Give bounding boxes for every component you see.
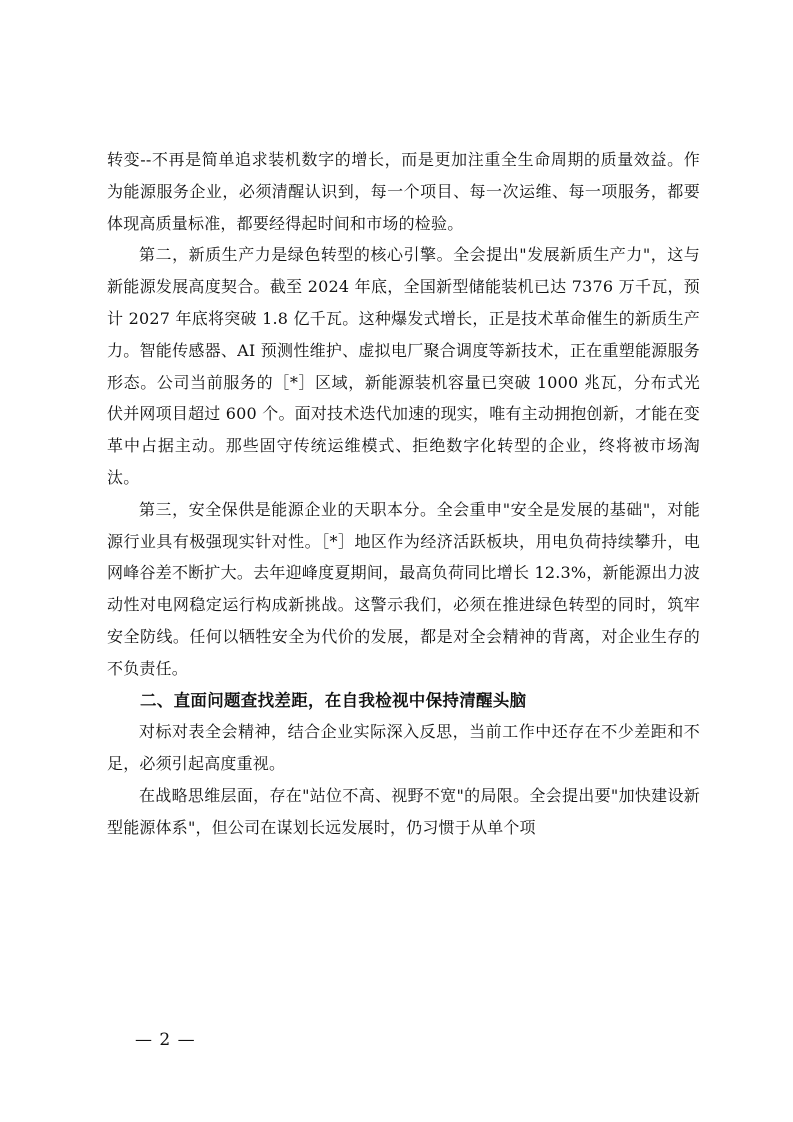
paragraph-2: 第二，新质生产力是绿色转型的核心引擎。全会提出"发展新质生产力"，这与新能源发展高度契合。截至 2024 年底，全国新型储能装机已达 7376 万千瓦，预计 2027 年底将突破 1.8 亿千瓦。这种爆发式增长，正是技术革命催生的新质生产力。智能传感器、AI 预测性维护、虚拟电厂聚合调度等新技术，正在重塑能源服务形态。公司当前服务的［*］区域，新能源装机容量已突破 1000 兆瓦，分布式光伏并网项目超过 600 个。面对技术迭代加速的现实，唯有主动拥抱创新，才能在变革中占据主动。那些固守传统运维模式、拒绝数字化转型的企业，终将被市场淘汰。 [107, 245, 700, 487]
paragraph-5: 在战略思维层面，存在"站位不高、视野不宽"的局限。全会提出要"加快建设新型能源体系"，但公司在谋划长远发展时，仍习惯于从单个项 [107, 785, 700, 837]
paragraph-3: 第三，安全保供是能源企业的天职本分。全会重申"安全是发展的基础"，对能源行业具有极强现实针对性。［*］地区作为经济活跃板块，用电负荷持续攀升，电网峰谷差不断扩大。去年迎峰度夏期间，最高负荷同比增长 12.3%，新能源出力波动性对电网稳定运行构成新挑战。这警示我们，必须在推进绿色转型的同时，筑牢安全防线。任何以牺牲安全为代价的发展，都是对全会精神的背离，对企业生存的不负责任。 [107, 499, 700, 678]
section-heading: 二、直面问题查找差距，在自我检视中保持清醒头脑 [140, 690, 527, 710]
document-body [107, 144, 700, 844]
paragraph-4: 对标对表全会精神，结合企业实际深入反思，当前工作中还存在不少差距和不足，必须引起高度重视。 [107, 722, 700, 774]
paragraph-1: 转变--不再是简单追求装机数字的增长，而是更加注重全生命周期的质量效益。作为能源服务企业，必须清醒认识到，每一个项目、每一次运维、每一项服务，都要体现高质量标准，都要经得起时间和市场的检验。 [107, 150, 700, 233]
page-number: — 2 — [135, 1030, 196, 1050]
